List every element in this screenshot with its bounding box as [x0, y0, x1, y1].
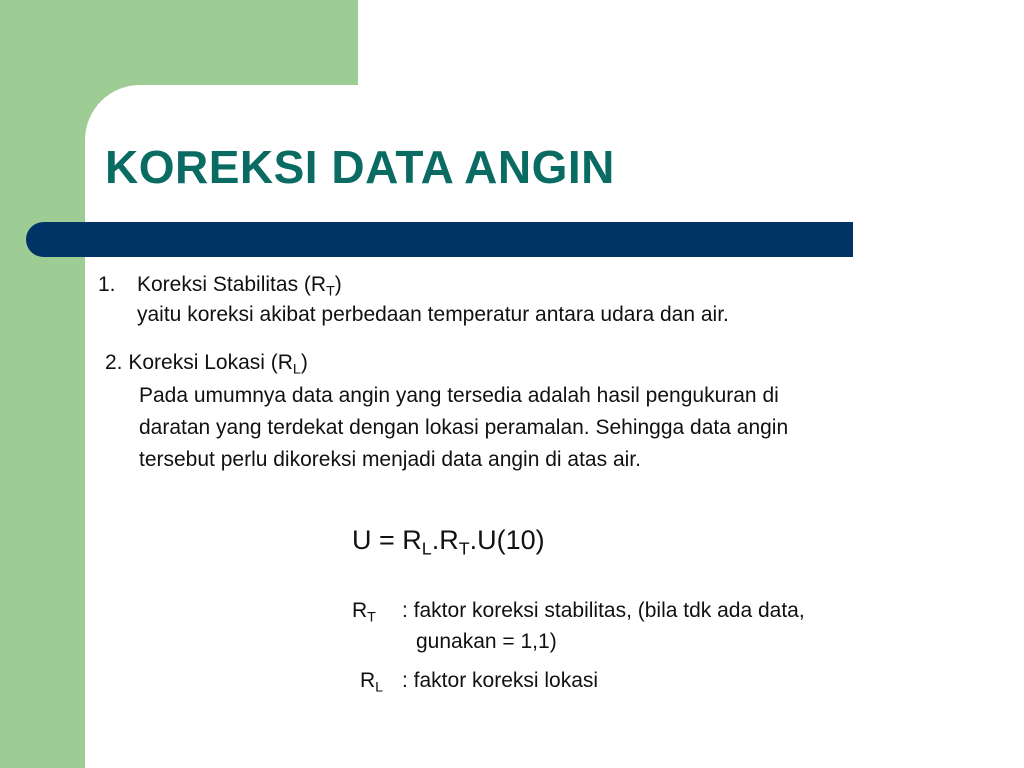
title-underline-bar [26, 222, 853, 257]
rl-symbol-letter: R [360, 669, 376, 692]
rl-definition: : faktor koreksi lokasi [402, 669, 599, 692]
rt-symbol-letter: R [352, 599, 368, 622]
item1-label: Koreksi Stabilitas (R [137, 273, 327, 296]
rl-symbol-subscript: L [375, 679, 384, 696]
item2-label-close: ) [300, 351, 308, 374]
rt-definition: : faktor koreksi stabilitas, (bila tdk ada data, [402, 599, 805, 622]
rt-symbol-subscript: T [367, 609, 376, 626]
formula-subscript-2: T [458, 538, 470, 559]
item1-label-close: ) [334, 273, 342, 296]
formula-part-2: .R [431, 525, 459, 555]
item1-description: yaitu koreksi akibat perbedaan temperatur antara udara dan air. [137, 303, 729, 326]
rt-definition-continuation: gunakan = 1,1) [416, 630, 557, 653]
item2-line-2: daratan yang terdekat dengan lokasi peramalan. Sehingga data angin [139, 416, 789, 439]
item2-label: 2. Koreksi Lokasi (R [105, 351, 293, 374]
formula-part-3: .U(10) [469, 525, 545, 555]
item2-heading [105, 350, 308, 376]
rl-symbol [360, 668, 383, 694]
item2-label-subscript: L [292, 361, 301, 378]
formula-subscript-1: L [421, 538, 432, 559]
item1-label-subscript: T [326, 283, 335, 300]
slide-title: KOREKSI DATA ANGIN [105, 141, 615, 193]
item1-number: 1. [98, 273, 116, 296]
item2-line-1: Pada umumnya data angin yang tersedia adalah hasil pengukuran di [139, 384, 779, 407]
formula [352, 523, 545, 557]
item1-heading [137, 272, 342, 298]
rt-symbol [352, 598, 376, 624]
item2-line-3: tersebut perlu dikoreksi menjadi data angin di atas air. [139, 448, 641, 471]
formula-part-1: U = R [352, 525, 422, 555]
